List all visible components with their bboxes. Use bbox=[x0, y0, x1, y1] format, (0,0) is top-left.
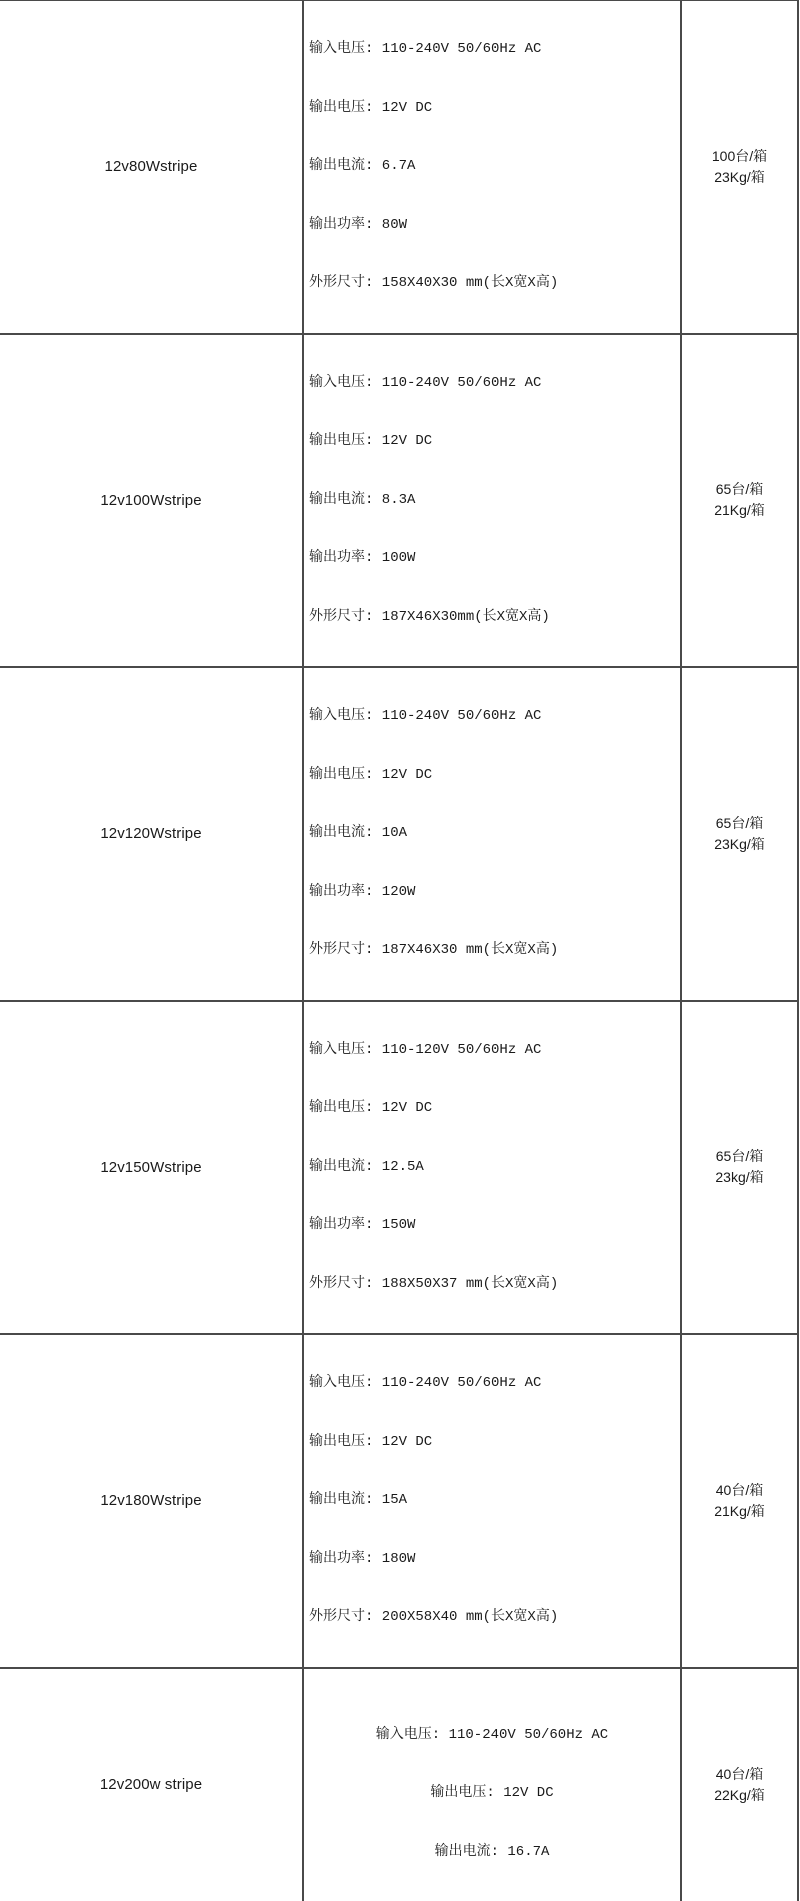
units-per-box: 40台/箱 bbox=[682, 1764, 797, 1785]
spec-input-voltage: 输入电压: 110-240V 50/60Hz AC bbox=[309, 707, 680, 727]
spec-dimensions: 外形尺寸: 188X50X37 mm(长X宽X高) bbox=[309, 1275, 680, 1295]
spec-input-voltage: 输入电压: 110-240V 50/60Hz AC bbox=[304, 1726, 680, 1746]
spec-output-voltage: 输出电压: 12V DC bbox=[309, 432, 680, 452]
spec-output-power: 输出功率: 180W bbox=[309, 1550, 680, 1570]
spec-dimensions: 外形尺寸: 187X46X30mm(长X宽X高) bbox=[309, 608, 680, 628]
spec-output-current: 输出电流: 6.7A bbox=[309, 157, 680, 177]
packing-cell bbox=[681, 334, 798, 668]
model-name-cell: 12v100Wstripe bbox=[0, 334, 303, 668]
spec-cell bbox=[303, 667, 681, 1001]
weight-per-box: 21Kg/箱 bbox=[682, 1501, 797, 1522]
spec-dimensions: 外形尺寸: 158X40X30 mm(长X宽X高) bbox=[309, 274, 680, 294]
model-name-cell: 12v180Wstripe bbox=[0, 1334, 303, 1668]
spec-dimensions: 外形尺寸: 187X46X30 mm(长X宽X高) bbox=[309, 941, 680, 961]
spec-input-voltage: 输入电压: 110-240V 50/60Hz AC bbox=[309, 374, 680, 394]
table-row bbox=[0, 1334, 798, 1668]
table-row bbox=[0, 667, 798, 1001]
table-row bbox=[0, 334, 798, 668]
spec-cell bbox=[303, 0, 681, 334]
units-per-box: 40台/箱 bbox=[682, 1480, 797, 1501]
spec-dimensions: 外形尺寸: 200X58X40 mm(长X宽X高) bbox=[309, 1608, 680, 1628]
spec-output-power: 输出功率: 100W bbox=[309, 549, 680, 569]
units-per-box: 65台/箱 bbox=[682, 1146, 797, 1167]
spec-output-voltage: 输出电压: 12V DC bbox=[309, 766, 680, 786]
spec-input-voltage: 输入电压: 110-120V 50/60Hz AC bbox=[309, 1041, 680, 1061]
model-name-cell: 12v150Wstripe bbox=[0, 1001, 303, 1335]
model-name-cell: 12v120Wstripe bbox=[0, 667, 303, 1001]
spec-cell bbox=[303, 1334, 681, 1668]
spec-output-current: 输出电流: 15A bbox=[309, 1491, 680, 1511]
spec-cell bbox=[303, 334, 681, 668]
model-name-cell: 12v80Wstripe bbox=[0, 0, 303, 334]
weight-per-box: 23Kg/箱 bbox=[682, 167, 797, 188]
spec-cell bbox=[303, 1001, 681, 1335]
model-name-cell: 12v200w stripe bbox=[0, 1668, 303, 1901]
spec-output-voltage: 输出电压: 12V DC bbox=[304, 1784, 680, 1804]
table-row bbox=[0, 1668, 798, 1901]
units-per-box: 65台/箱 bbox=[682, 813, 797, 834]
units-per-box: 100台/箱 bbox=[682, 146, 797, 167]
spec-output-power: 输出功率: 120W bbox=[309, 883, 680, 903]
spec-input-voltage: 输入电压: 110-240V 50/60Hz AC bbox=[309, 40, 680, 60]
spec-output-current: 输出电流: 10A bbox=[309, 824, 680, 844]
weight-per-box: 23kg/箱 bbox=[682, 1167, 797, 1188]
spec-cell bbox=[303, 1668, 681, 1901]
packing-cell bbox=[681, 1001, 798, 1335]
packing-cell bbox=[681, 0, 798, 334]
spec-output-power: 输出功率: 80W bbox=[309, 216, 680, 236]
spec-output-current: 输出电流: 16.7A bbox=[304, 1843, 680, 1863]
spec-output-voltage: 输出电压: 12V DC bbox=[309, 1433, 680, 1453]
weight-per-box: 23Kg/箱 bbox=[682, 834, 797, 855]
spec-output-voltage: 输出电压: 12V DC bbox=[309, 1099, 680, 1119]
product-spec-table-container bbox=[0, 0, 800, 800]
spec-output-power: 输出功率: 150W bbox=[309, 1216, 680, 1236]
spec-output-current: 输出电流: 12.5A bbox=[309, 1158, 680, 1178]
packing-cell bbox=[681, 1668, 798, 1901]
spec-output-voltage: 输出电压: 12V DC bbox=[309, 99, 680, 119]
weight-per-box: 21Kg/箱 bbox=[682, 500, 797, 521]
table-row bbox=[0, 1001, 798, 1335]
packing-cell bbox=[681, 1334, 798, 1668]
units-per-box: 65台/箱 bbox=[682, 479, 797, 500]
spec-output-current: 输出电流: 8.3A bbox=[309, 491, 680, 511]
packing-cell bbox=[681, 667, 798, 1001]
table-row bbox=[0, 0, 798, 334]
weight-per-box: 22Kg/箱 bbox=[682, 1785, 797, 1806]
spec-input-voltage: 输入电压: 110-240V 50/60Hz AC bbox=[309, 1374, 680, 1394]
